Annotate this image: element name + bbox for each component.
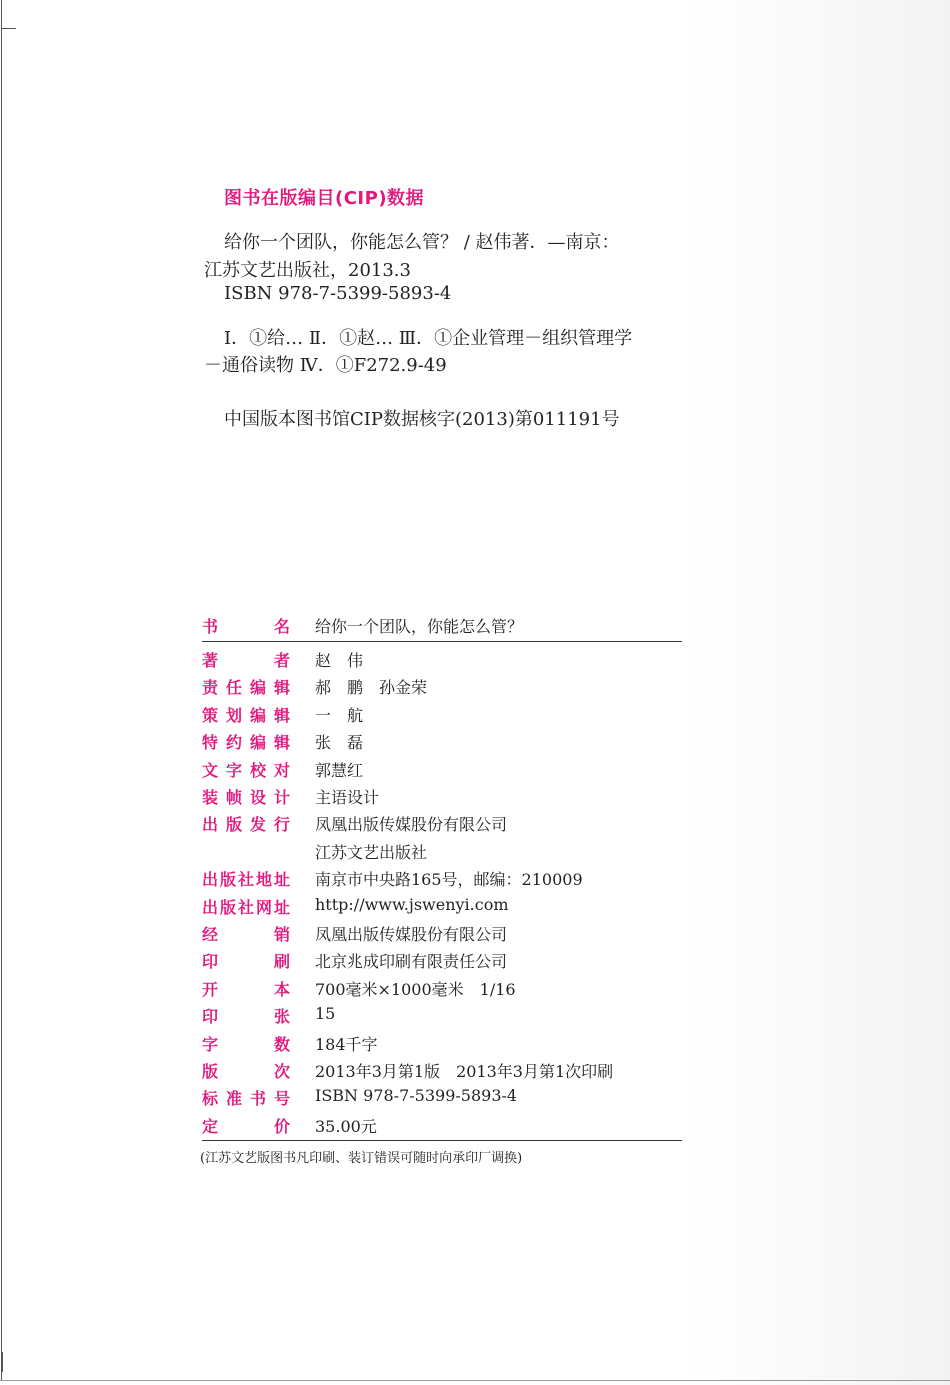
info-label-char: 特 [202, 733, 219, 753]
info-label [202, 703, 290, 726]
info-label-char: 号 [273, 1089, 290, 1109]
info-label [202, 1059, 290, 1082]
info-label-char: 划 [225, 705, 242, 725]
info-label [202, 895, 290, 918]
info-value: 184千字 [315, 1034, 378, 1054]
info-label-char: 址 [273, 897, 290, 917]
info-row [202, 730, 682, 757]
info-label-char: 印 [202, 952, 219, 972]
table-top-rule [202, 641, 682, 642]
info-label-char: 开 [202, 979, 219, 999]
info-label-char: 版 [219, 870, 236, 890]
info-row [202, 977, 682, 1004]
info-label-char: 社 [237, 897, 254, 917]
info-label [202, 1004, 290, 1027]
info-label-char: 任 [225, 678, 242, 698]
info-value: 35.00元 [315, 1116, 377, 1136]
info-label-char: 字 [202, 1034, 219, 1054]
info-value: 凤凰出版传媒股份有限公司 [315, 925, 508, 944]
info-label-char: 编 [249, 705, 266, 725]
info-label-char: 计 [273, 788, 290, 807]
info-label-char: 数 [273, 1034, 290, 1054]
info-row [202, 1114, 682, 1141]
info-label-char: 刷 [273, 952, 290, 972]
info-value: 南京市中央路165号，邮编：210009 [315, 870, 583, 890]
info-label [202, 922, 290, 945]
info-value: 赵 伟 [315, 651, 364, 670]
page-border-left [1, 0, 2, 1380]
info-label-char: 装 [202, 788, 219, 807]
footnote: (江苏文艺版图书凡印刷、装订错误可随时向承印厂调换) [200, 1151, 523, 1166]
info-label-char: 出 [202, 897, 219, 917]
info-label [202, 867, 290, 890]
info-value: 郭慧红 [315, 760, 364, 780]
info-label-char: 对 [273, 760, 290, 780]
info-label [202, 812, 290, 835]
cip-line-1: 给你一个团队，你能怎么管？ / 赵伟著．—南京： [224, 232, 620, 253]
info-label-char: 本 [273, 979, 290, 999]
info-value: 给你一个团队，你能怎么管？ [315, 617, 524, 636]
info-value: 凤凰出版传媒股份有限公司 [315, 815, 508, 835]
info-label [202, 785, 290, 808]
info-label-char: 次 [273, 1062, 290, 1081]
cip-line-record-number: 中国版本图书馆CIP数据核字(2013)第011191号 [224, 409, 620, 430]
crop-mark-top [2, 28, 16, 29]
info-value: 江苏文艺出版社 [315, 842, 428, 862]
info-label-char: 社 [237, 870, 254, 890]
info-value: http://www.jswenyi.com [315, 894, 509, 914]
info-row [202, 812, 682, 839]
info-label-char: 名 [273, 617, 290, 636]
info-row [202, 758, 682, 785]
info-row [202, 675, 682, 702]
info-label-char: 定 [202, 1116, 219, 1136]
info-label-char: 者 [273, 651, 290, 670]
info-row [202, 1004, 682, 1031]
info-label [202, 675, 290, 698]
info-label-char: 出 [202, 815, 219, 835]
info-row [202, 895, 682, 922]
info-label-char: 行 [273, 815, 290, 835]
info-row [202, 785, 682, 812]
info-label-char: 发 [249, 815, 266, 835]
info-row [202, 1059, 682, 1086]
info-label-char: 责 [202, 678, 219, 698]
table-bottom-rule [202, 1140, 682, 1141]
info-label-char: 约 [225, 733, 242, 753]
info-value: 15 [315, 1004, 336, 1024]
info-label [202, 758, 290, 781]
info-label-char: 价 [273, 1116, 290, 1136]
info-label-char: 版 [202, 1062, 219, 1081]
info-label [202, 1086, 290, 1109]
info-label-char: 地 [255, 870, 272, 890]
info-value: 张 磊 [315, 733, 364, 753]
info-label-char: 校 [249, 760, 266, 780]
info-value: 700毫米×1000毫米 1/16 [315, 979, 516, 999]
info-label-char: 字 [225, 760, 242, 780]
info-label-char: 版 [225, 815, 242, 835]
info-row [202, 1086, 682, 1113]
cip-title: 图书在版编目(CIP)数据 [224, 188, 425, 209]
info-label-char: 设 [249, 788, 266, 807]
info-row [202, 1032, 682, 1059]
info-row [202, 648, 682, 675]
info-label-char: 编 [249, 678, 266, 698]
info-value: 北京兆成印刷有限责任公司 [315, 952, 508, 972]
info-row [202, 922, 682, 949]
info-label-char: 经 [202, 925, 219, 944]
info-row [202, 840, 682, 867]
info-row [202, 867, 682, 894]
info-row [202, 703, 682, 730]
info-label-char: 张 [273, 1007, 290, 1027]
info-label-char: 网 [255, 897, 272, 917]
info-label-char: 址 [273, 870, 290, 890]
info-label [202, 614, 290, 637]
cip-line-2: 江苏文艺出版社，2013.3 [204, 260, 411, 281]
crop-mark-bottom [2, 1352, 3, 1372]
cip-line-classification: Ⅰ．①给… Ⅱ．①赵… Ⅲ．①企业管理－组织管理学 [224, 328, 633, 349]
info-label-char: 准 [225, 1089, 242, 1109]
info-label-char: 帧 [225, 788, 242, 807]
info-label [202, 730, 290, 753]
cip-line-classification-cont: －通俗读物 Ⅳ．①F272.9-49 [204, 355, 447, 376]
info-row-title [202, 614, 682, 641]
info-label-char: 辑 [273, 733, 290, 753]
info-label [202, 977, 290, 1000]
info-label-char: 辑 [273, 678, 290, 698]
info-label-char: 编 [249, 733, 266, 753]
info-label [202, 648, 290, 671]
info-value: 郝 鹏 孙金荣 [315, 678, 428, 698]
info-value: 主语设计 [315, 788, 380, 807]
info-label-char: 销 [273, 925, 290, 944]
info-label-char: 策 [202, 705, 219, 725]
info-label-char: 标 [202, 1089, 219, 1109]
cip-line-isbn: ISBN 978-7-5399-5893-4 [224, 283, 452, 304]
info-label-char: 印 [202, 1007, 219, 1027]
page-border-bottom [0, 1380, 950, 1381]
info-value: 一 航 [315, 705, 364, 725]
info-label [202, 1032, 290, 1055]
info-label [202, 1114, 290, 1137]
info-label-char: 著 [202, 651, 219, 670]
info-label-char: 文 [202, 760, 219, 780]
info-value: ISBN 978-7-5399-5893-4 [315, 1086, 518, 1106]
info-label-char: 书 [249, 1089, 266, 1109]
info-label-char: 出 [202, 870, 219, 890]
info-value: 2013年3月第1版 2013年3月第1次印刷 [315, 1062, 614, 1081]
info-label [202, 949, 290, 972]
info-label-char: 版 [219, 897, 236, 917]
info-label-char: 书 [202, 617, 219, 636]
info-row [202, 949, 682, 976]
info-label-char: 辑 [273, 705, 290, 725]
